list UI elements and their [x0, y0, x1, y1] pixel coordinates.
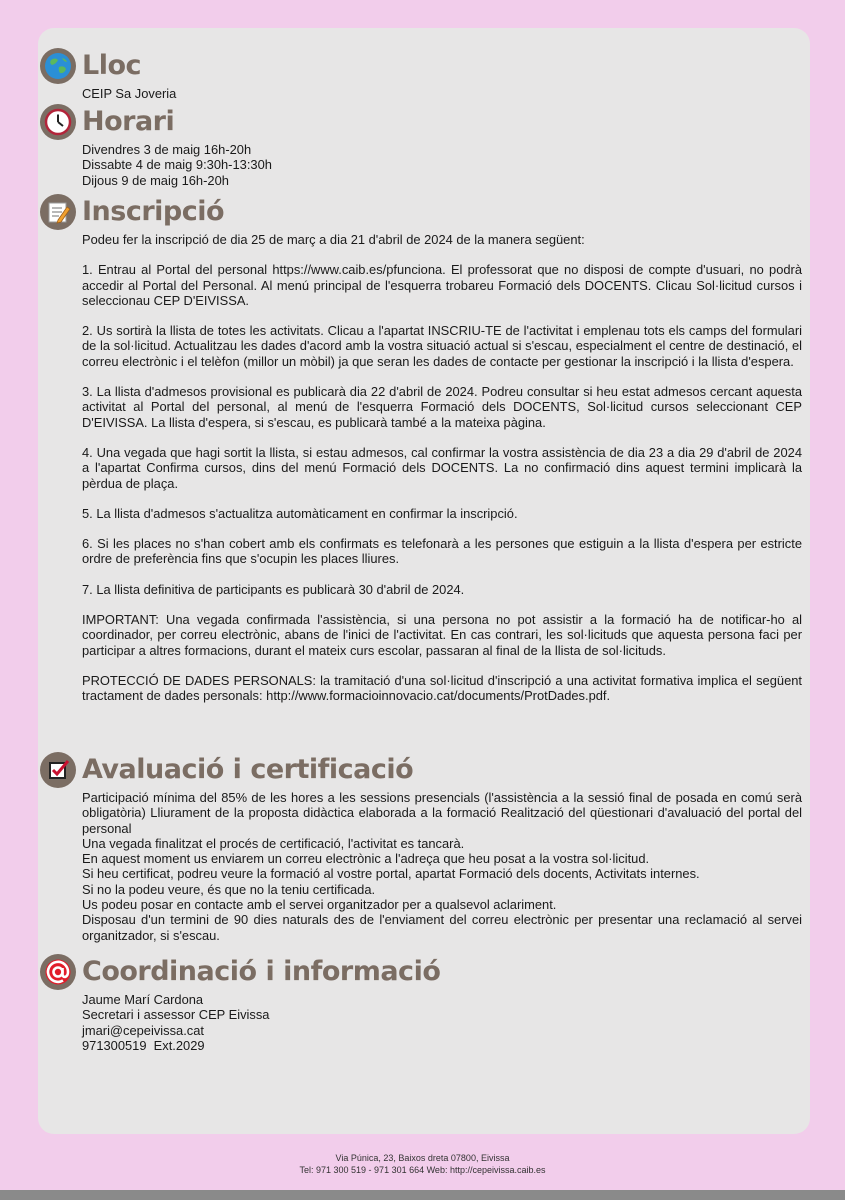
section-avaluacio: [38, 750, 810, 943]
paragraph: PROTECCIÓ DE DADES PERSONALS: la tramitació d'una sol·licitud d'inscripció a una activitat formativa implica el següent tractament de dades personals: http://www.formacioinnovacio.cat/documents/ProtDades.pdf.: [82, 672, 802, 704]
footer-contact: Tel: 971 300 519 - 971 301 664 Web: http://cepeivissa.caib.es: [299, 1165, 546, 1175]
text-line: Dijous 9 de maig 16h-20h: [82, 172, 229, 188]
section-body: [82, 232, 802, 704]
contact-role: Secretari i assessor CEP Eivissa: [82, 1007, 270, 1023]
paragraph: 2. Us sortirà la llista de totes les activitats. Clicau a l'apartat INSCRIU-TE de l'activitat i emplenau tots els camps del formulari de la sol·licitud. Actualitzau les dades d'acord amb la vostra situació actual si s'escau, especialment el centre de destinació, el correu electrònic i el telèfon (millor un mòbil) ja que seran les dades de contacte per gestionar la inscripció i la llista d'espera.: [82, 323, 802, 369]
text-line: Us podeu posar en contacte amb el servei organitzador per a qualsevol aclariment.: [82, 897, 557, 913]
section-title: Lloc: [82, 50, 142, 81]
content-panel: [38, 28, 810, 1134]
section-title: Inscripció: [82, 196, 225, 227]
text-line: CEIP Sa Joveria: [82, 86, 177, 101]
contact-phone: 971300519 Ext.2029: [82, 1037, 205, 1053]
paragraph: 4. Una vegada que hagi sortit la llista, si estau admesos, cal confirmar la vostra assistència de dia 23 a dia 29 d'abril de 2024 a l'apartat Confirma cursos, dins del menú Formació dels DOCENTS. La no confirmació dins aquest termini implicarà la pèrdua de plaça.: [82, 444, 802, 491]
text-line: Disposau d'un termini de 90 dies naturals des de l'enviament del correu electrònic per presentar una reclamació al servei organitzador, si s'escau.: [82, 912, 802, 943]
section-body: [82, 142, 802, 188]
text-line: En aquest moment us enviarem un correu electrònic a l'adreça que heu posat a la vostra sol·licitud.: [82, 851, 650, 867]
section-horari: [38, 102, 810, 188]
text-line: Una vegada finalitzat el procés de certificació, l'activitat es tancarà.: [82, 835, 465, 851]
paragraph: 3. La llista d'admesos provisional es publicarà dia 22 d'abril de 2024. Podreu consultar si heu estat admesos cercant aquesta activitat al Portal del personal, al menú de l'esquerra Formació dels DOCENTS, Sol·licitud cursos seleccionant CEP D'EIVISSA. La llista d'espera, si s'escau, es publicarà també a la mateixa pàgina.: [82, 384, 802, 430]
text-line: Participació mínima del 85% de les hores a les sessions presencials (l'assistència a la sessió final de posada en comú serà obligatòria) Lliurament de la proposta didàctica elaborada a la formació Realització del qüestionari d'avaluació del portal del personal: [82, 790, 802, 836]
paragraph: IMPORTANT: Una vegada confirmada l'assistència, si una persona no pot assistir a la formació ha de notificar-ho al coordinador, per correu electrònic, abans de l'inici de l'activitat. En cas contrari, les sol·licituds que aquesta persona faci per participar a altres formacions, durant el mateix curs escolar, passaran al final de la llista de sol·licituds.: [82, 612, 802, 658]
section-body: [82, 992, 802, 1053]
clock-icon: [40, 104, 76, 140]
paragraph: 6. Si les places no s'han cobert amb els confirmats es telefonarà a les persones que estiguin a la llista d'espera per estricte ordre de preferència fins que s'ocupin les places lliures.: [82, 536, 802, 567]
section-body: [82, 86, 802, 101]
section-body: [82, 790, 802, 943]
section-title: Coordinació i informació: [82, 956, 441, 987]
bottom-bar: [0, 1190, 845, 1200]
form-edit-icon: [40, 194, 76, 230]
section-title: Horari: [82, 106, 175, 137]
text-line: Si no la podeu veure, és que no la teniu certificada.: [82, 881, 376, 897]
section-title: Avaluació i certificació: [82, 754, 414, 785]
text-line: Dissabte 4 de maig 9:30h-13:30h: [82, 157, 272, 173]
intro-text: Podeu fer la inscripció de dia 25 de març a dia 21 d'abril de 2024 de la manera següent:: [82, 232, 585, 247]
text-line: Si heu certificat, podreu veure la formació al vostre portal, apartat Formació dels docents, Activitats internes.: [82, 866, 700, 882]
footer: [0, 1152, 845, 1176]
paragraph: 7. La llista definitiva de participants es publicarà 30 d'abril de 2024.: [82, 581, 465, 597]
paragraph: 1. Entrau al Portal del personal https://www.caib.es/pfunciona. El professorat que no disposi de compte d'usuari, no podrà accedir al Portal del Personal. Al menú principal de l'esquerra trobareu Formació dels DOCENTS. Clicau Sol·licitud cursos i seleccionau CEP D'EIVISSA.: [82, 262, 802, 308]
footer-address: Via Púnica, 23, Baixos dreta 07800, Eivissa: [335, 1153, 510, 1163]
section-lloc: [38, 46, 810, 101]
contact-name: Jaume Marí Cardona: [82, 992, 204, 1007]
text-line: Divendres 3 de maig 16h-20h: [82, 142, 252, 157]
checkbox-icon: [40, 752, 76, 788]
globe-icon: [40, 48, 76, 84]
section-inscripcio: [38, 192, 810, 704]
paragraph: 5. La llista d'admesos s'actualitza automàticament en confirmar la inscripció.: [82, 505, 518, 521]
at-sign-icon: [40, 954, 76, 990]
section-coordinacio: [38, 952, 810, 1053]
contact-email: jmari@cepeivissa.cat: [82, 1022, 204, 1038]
